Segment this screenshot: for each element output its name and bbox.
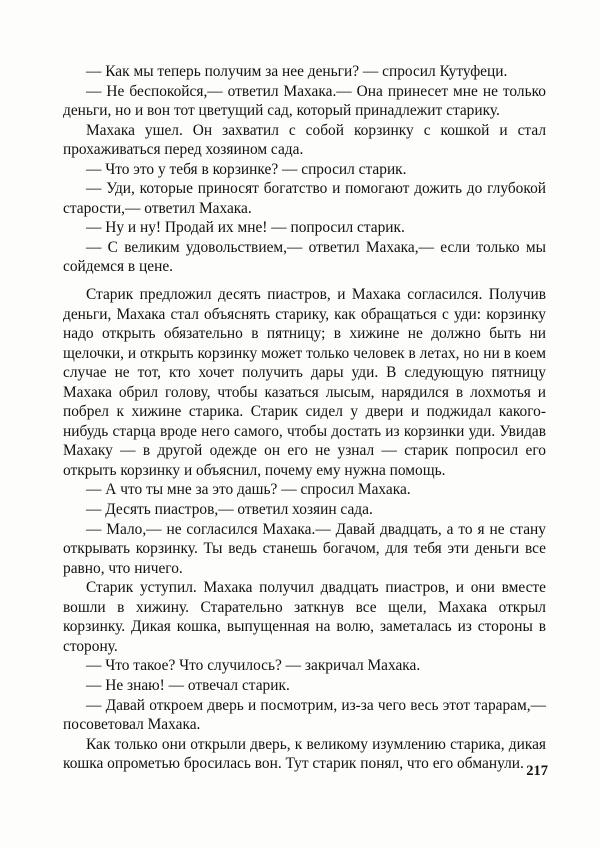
- paragraph: Старик уступил. Махака получил двадцать пиастров, и они вместе вошли в хижину. Старательно заткнув все щели, Махака открыл корзинку. Дикая кошка, выпущенная на волю, заметалась из стороны в сторону.: [63, 579, 546, 655]
- paragraph: — Мало,— не согласился Махака.— Давай двадцать, а то я не стану открывать корзинку. Ты ведь станешь богачом, для тебя эти деньги все равно, что ничего.: [63, 520, 546, 577]
- paragraph: — Что такое? Что случилось? — закричал Махака.: [86, 657, 421, 675]
- paragraph: — Десять пиастров,— ответил хозяин сада.: [86, 501, 373, 519]
- paragraph: — А что ты мне за это дашь? — спросил Махака.: [86, 481, 411, 499]
- paragraph: — Что это у тебя в корзинке? — спросил старик.: [86, 160, 407, 178]
- paragraph: — Не знаю! — отвечал старик.: [86, 676, 290, 694]
- paragraph: Как только они открыли дверь, к великому изумлению старика, дикая кошка опрометью бросилась вон. Тут старик понял, что его обманули.: [63, 735, 546, 773]
- paragraph: — Ну и ну! Продай их мне! — попросил старик.: [86, 219, 405, 237]
- paragraph: Махака ушел. Он захватил с собой корзинку с кошкой и стал прохаживаться перед хозяином сада.: [63, 121, 546, 159]
- page-number: 217: [526, 763, 548, 779]
- paragraph: — Давай откроем дверь и посмотрим, из-за чего весь этот тарарам,— посоветовал Махака.: [63, 696, 546, 734]
- page-text: [63, 62, 546, 774]
- paragraph: Старик предложил десять пиастров, и Махака согласился. Получив деньги, Махака стал объяснять старику, как обращаться с уди: корзинку надо открыть обязательно в пятницу; в хижине не должно быть ни щелочки, и открыть корзинку может только человек в летах, но ни в коем случае не тот, кто хочет получить дары уди. В следующую пятницу Махака обрил голову, чтобы казаться лысым, нарядился в лохмотья и побрел к хижине старика. Старик сидел у двери и поджидал какого-нибудь старца вроде него самого, чтобы достать из корзинки уди. Увидав Махаку — в другой одежде он его не узнал — старик попросил его открыть корзинку и объяснил, почему ему нужна помощь.: [63, 286, 546, 479]
- paragraph: — Уди, которые приносят богатство и помогают дожить до глубокой старости,— ответил Махака.: [63, 180, 546, 217]
- paragraph: — Как мы теперь получим за нее деньги? — спросил Кутуфеци.: [86, 63, 508, 80]
- paragraph: — С великим удовольствием,— ответил Махака,— если только мы сойдемся в цене.: [63, 238, 546, 276]
- paragraph: — Не беспокойся,— ответил Махака.— Она принесет мне не только деньги, но и вон тот цветущий сад, который принадлежит старику.: [63, 82, 546, 120]
